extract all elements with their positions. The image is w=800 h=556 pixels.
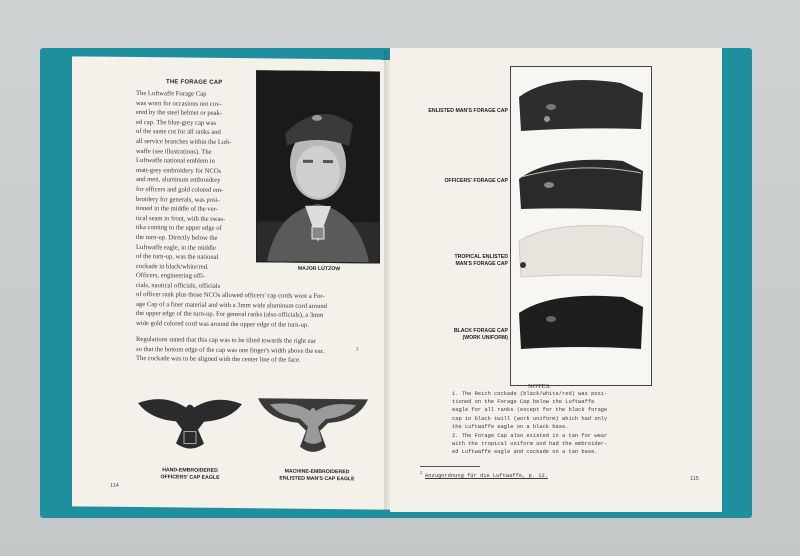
eagle-2-caption: MACHINE-EMBROIDERED ENLISTED MAN'S CAP EAGLE xyxy=(279,468,355,483)
left-page-number: 114 xyxy=(110,482,119,489)
footnote-superscript: 2 xyxy=(420,470,423,475)
footnote-text: Anzugordnung für die Luftwaffe, p. 12. xyxy=(425,473,548,479)
body-paragraph-3: Regulations stated that this cap was to be tilted towards the right ear so that the bottom edge of the cap was one finger's width above the ear. The cockade was to be aligned with the center line of the face. xyxy=(136,336,325,364)
eagle-1-caption: HAND-EMBROIDERED OFFICERS' CAP EAGLE xyxy=(160,467,220,481)
machine-embroidered-eagle-icon xyxy=(254,390,372,459)
body-paragraph-1: The Luftwaffe Forage Cap was worn for occasions not cov- ered by the steel helmet or peak- ed cap. The blue-grey cap was of the same cut for all ranks and all service branches within the Luft- waffe (see illustrations). The Luftwaffe national emblem in matt-grey embroidery for NCOs and men, aluminum embroidery for officers and gold colored em- broidery for generals, was posi- tioned in the middle of the ver- tical seam in front, with the swas- tika coming to the upper edge of the turn-up. Directly below the Luftwaffe eagle, in the middle of the turn-up, was the national cockade in black/white/red. xyxy=(136,90,232,271)
footnote-reference: 2 xyxy=(356,347,359,353)
notes-title: NOTES: xyxy=(528,383,552,390)
forage-caps-photo xyxy=(511,67,651,385)
note-2: 2. The Forage Cap also existed in a tan for wear with the tropical uniform and had the embroider- ed Luftwaffe eagle and cockade on a tan base. xyxy=(452,433,608,456)
hand-embroidered-eagle-icon xyxy=(134,389,246,458)
portrait-photo xyxy=(256,70,380,263)
caps-photo-frame xyxy=(510,66,652,386)
right-page-number: 115 xyxy=(690,476,699,482)
left-page xyxy=(72,56,390,509)
body-paragraph-2: Officers, engineering offi- cials, nautical officials, officials of officer rank plus those NCOs allowed officers' cap cords wore a For- age Cap of a finer material and with a 3mm wide aluminum cord around the upper edge of the turn-up. For general ranks (also officials), a 3mm wide gold colored cord was around the upper edge of the turn-up. xyxy=(136,272,327,329)
portrait-image xyxy=(257,71,379,262)
photo-caption: MAJOR LÜTZOW xyxy=(297,265,341,273)
cap-label-enlisted: ENLISTED MAN'S FORAGE CAP xyxy=(428,108,508,114)
right-page xyxy=(390,48,722,512)
note-1: 1. The Reich cockade (black/white/red) was posi- tioned on the Forage Cap below the Luftwaffe eagle for all ranks (except for the black forage cap in black twill (work uniform) which had only the Luftwaffe eagle on a black base. xyxy=(452,391,608,430)
cap-label-tropical: TROPICAL ENLISTED MAN'S FORAGE CAP xyxy=(454,254,508,267)
cap-label-black: BLACK FORAGE CAP (WORK UNIFORM) xyxy=(453,328,508,341)
footnote-rule xyxy=(420,466,480,467)
section-heading: THE FORAGE CAP xyxy=(166,79,223,86)
cap-label-officers: OFFICERS' FORAGE CAP xyxy=(444,178,508,184)
